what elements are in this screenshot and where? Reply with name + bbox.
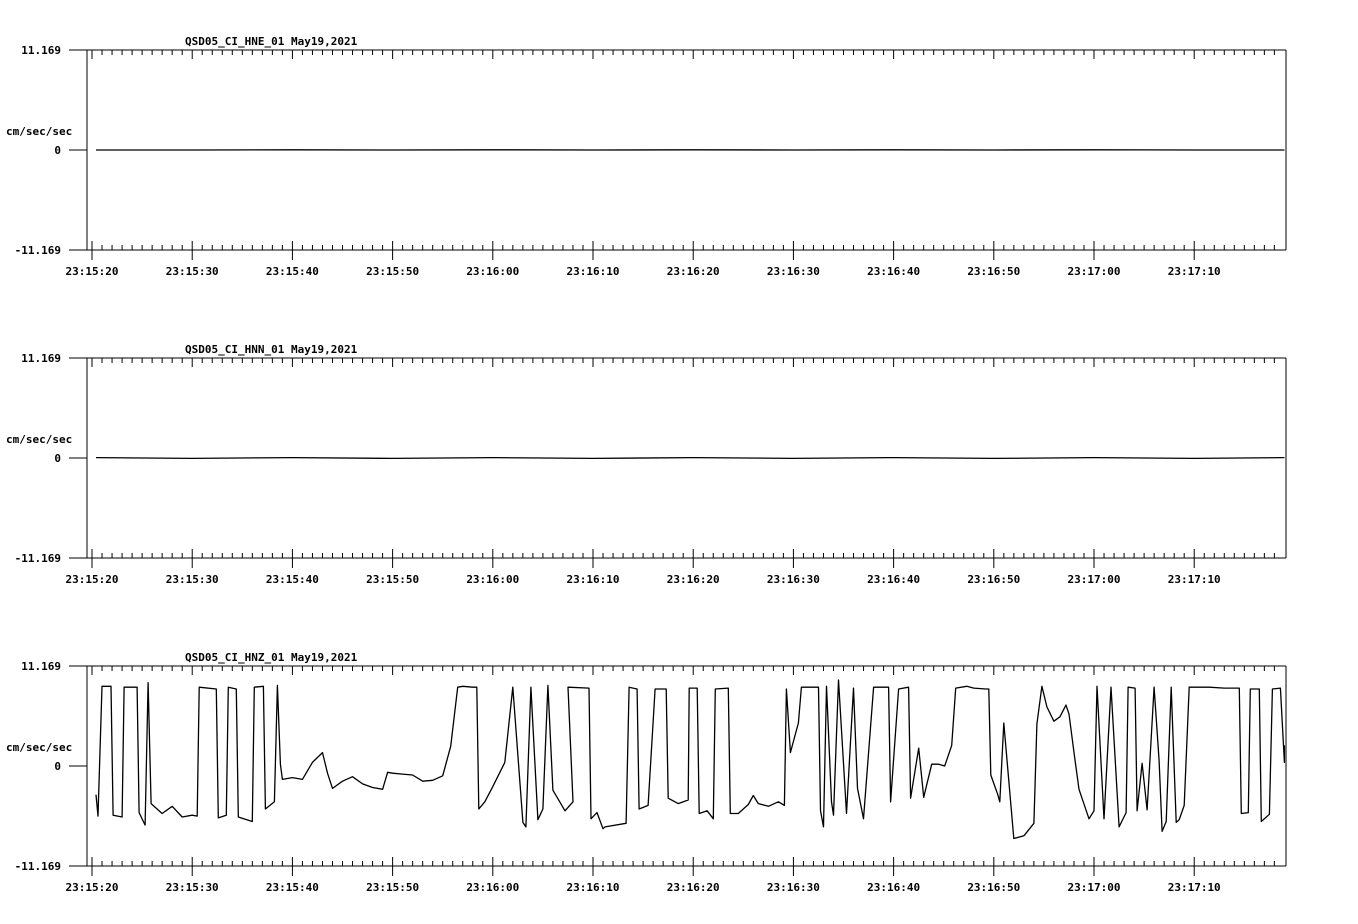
x-tick-label: 23:15:20 — [65, 265, 119, 278]
y-tick-label: -11.169 — [14, 860, 61, 873]
x-tick-label: 23:15:30 — [165, 265, 219, 278]
x-tick-label: 23:16:10 — [566, 881, 620, 894]
x-tick-label: 23:15:30 — [165, 881, 219, 894]
x-tick-label: 23:17:00 — [1067, 573, 1121, 586]
x-tick-label: 23:15:40 — [265, 265, 319, 278]
x-tick-label: 23:16:30 — [766, 573, 820, 586]
channel-panel-3 — [6, 651, 1286, 894]
x-tick-label: 23:15:20 — [65, 573, 119, 586]
x-tick-label: 23:16:00 — [466, 881, 520, 894]
x-tick-label: 23:17:10 — [1167, 881, 1221, 894]
x-tick-label: 23:17:10 — [1167, 265, 1221, 278]
channel-panel-1 — [6, 35, 1286, 278]
x-tick-label: 23:16:50 — [967, 881, 1021, 894]
x-tick-label: 23:17:00 — [1067, 265, 1121, 278]
x-tick-label: 23:16:10 — [566, 265, 620, 278]
x-tick-label: 23:15:40 — [265, 881, 319, 894]
channel-panel-2 — [6, 343, 1286, 586]
y-tick-label: -11.169 — [14, 244, 61, 257]
x-tick-label: 23:16:30 — [766, 881, 820, 894]
x-tick-label: 23:16:50 — [967, 265, 1021, 278]
x-tick-label: 23:16:00 — [466, 573, 520, 586]
x-tick-label: 23:16:00 — [466, 265, 520, 278]
x-tick-label: 23:16:10 — [566, 573, 620, 586]
panel-title: QSD05_CI_HNE_01 May19,2021 — [185, 35, 358, 48]
y-axis-label: cm/sec/sec — [6, 125, 73, 138]
y-axis-label: cm/sec/sec — [6, 741, 73, 754]
y-tick-label: 11.169 — [21, 660, 61, 673]
waveform-trace — [96, 680, 1284, 839]
x-tick-label: 23:15:50 — [366, 881, 420, 894]
x-tick-label: 23:17:10 — [1167, 573, 1221, 586]
x-tick-label: 23:15:40 — [265, 573, 319, 586]
x-tick-label: 23:16:40 — [867, 573, 921, 586]
x-tick-label: 23:16:40 — [867, 881, 921, 894]
y-tick-label: 11.169 — [21, 352, 61, 365]
x-tick-label: 23:15:30 — [165, 573, 219, 586]
x-tick-label: 23:16:20 — [666, 573, 720, 586]
x-tick-label: 23:16:20 — [666, 881, 720, 894]
x-tick-label: 23:17:00 — [1067, 881, 1121, 894]
x-tick-label: 23:16:40 — [867, 265, 921, 278]
y-tick-label: 0 — [54, 452, 61, 465]
y-axis-label: cm/sec/sec — [6, 433, 73, 446]
panel-title: QSD05_CI_HNN_01 May19,2021 — [185, 343, 358, 356]
x-tick-label: 23:15:50 — [366, 573, 420, 586]
x-tick-label: 23:16:50 — [967, 573, 1021, 586]
x-tick-label: 23:15:20 — [65, 881, 119, 894]
y-tick-label: 0 — [54, 144, 61, 157]
x-tick-label: 23:16:30 — [766, 265, 820, 278]
y-tick-label: 11.169 — [21, 44, 61, 57]
waveform-trace — [96, 458, 1284, 459]
y-tick-label: 0 — [54, 760, 61, 773]
x-tick-label: 23:16:20 — [666, 265, 720, 278]
y-tick-label: -11.169 — [14, 552, 61, 565]
panel-title: QSD05_CI_HNZ_01 May19,2021 — [185, 651, 358, 664]
x-tick-label: 23:15:50 — [366, 265, 420, 278]
